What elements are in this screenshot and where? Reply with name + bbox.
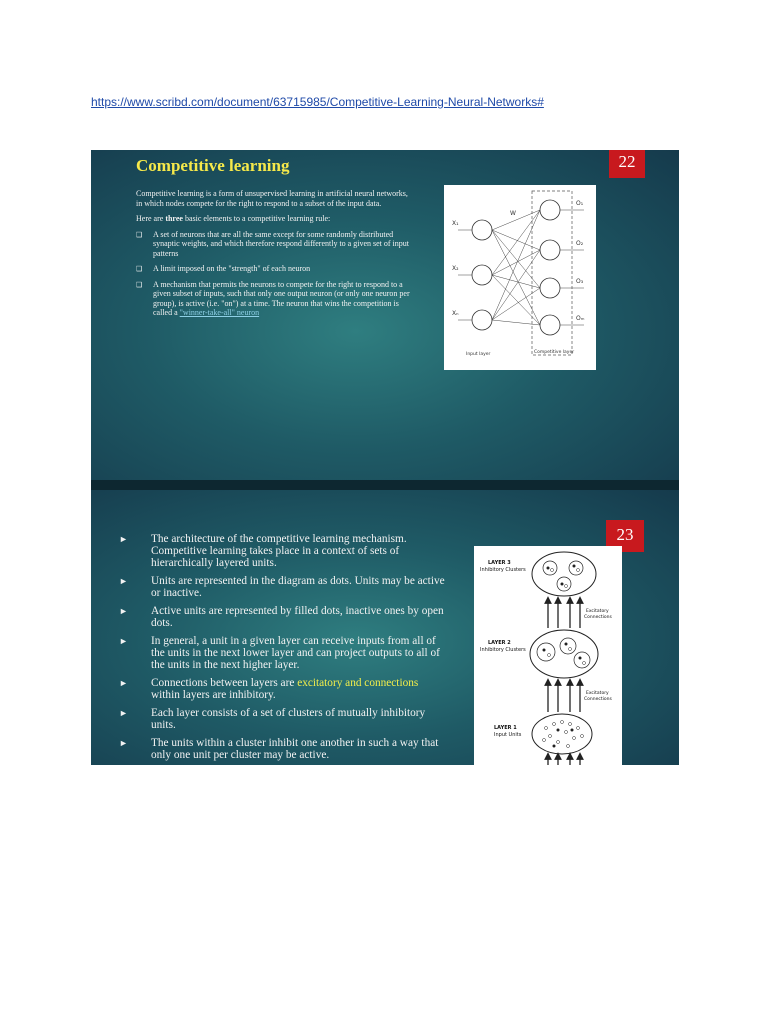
checkbox-bullet-icon: ❑ <box>136 230 143 239</box>
intro-paragraph: Competitive learning is a form of unsupervised learning in artificial neural networks, in which nodes compete for the right to respond to a subset of the input data. <box>136 189 408 208</box>
list-item-text: The architecture of the competitive learning mechanism. Competitive learning takes place in a context of sets of hierarchically layered units. <box>151 533 407 569</box>
slide-number-22: 22 <box>609 150 645 178</box>
output-neuron-2 <box>540 240 560 260</box>
input-label: Xₙ <box>452 310 459 317</box>
list-item <box>136 280 416 318</box>
winner-take-all-link[interactable]: "winner-take-all" neuron <box>179 308 260 317</box>
layered-clusters-figure <box>474 546 622 765</box>
arrow-bullet-icon: ► <box>119 534 128 544</box>
input-neuron-1 <box>472 220 492 240</box>
layer3-title: LAYER 3 <box>488 560 511 566</box>
highlighted-text: excitatory and connections <box>297 677 419 689</box>
arrow-bullet-icon: ► <box>119 708 128 718</box>
weight-label: W <box>510 210 516 217</box>
list-item-text-after: within layers are inhibitory. <box>151 689 276 701</box>
cluster <box>569 561 583 575</box>
list-item-text: Connections between layers are <box>151 677 298 689</box>
clusters-diagram-svg <box>474 546 622 765</box>
checkbox-bullet-icon: ❑ <box>136 280 143 289</box>
layer1-title: LAYER 1 <box>494 725 517 731</box>
elements-prefix: Here are <box>136 214 166 223</box>
layer1-subtitle: Input Units <box>494 732 522 738</box>
slide-number-23: 23 <box>606 520 644 552</box>
output-label: O₃ <box>576 278 584 285</box>
document-url-link[interactable]: https://www.scribd.com/document/63715985/Competitive-Learning-Neural-Networks# <box>91 95 544 109</box>
input-neuron-2 <box>472 265 492 285</box>
output-neuron-m <box>540 315 560 335</box>
excitatory-label: Excitatory <box>586 691 609 696</box>
cluster <box>560 638 576 654</box>
list-item <box>136 264 416 274</box>
checkbox-bullet-icon: ❑ <box>136 265 143 273</box>
cluster <box>574 652 590 668</box>
list-item <box>119 737 449 761</box>
layer1-ellipse <box>532 714 592 754</box>
list-item-text: In general, a unit in a given layer can receive inputs from all of the units in the next lower layer and can project outputs to all of the units in the next higher layer. <box>151 635 440 671</box>
input-layer-label: Input layer <box>466 352 491 357</box>
output-label: Oₘ <box>576 315 585 322</box>
layer3-subtitle: Inhibitory Clusters <box>480 567 526 573</box>
list-item-text: A mechanism that permits the neurons to compete for the right to respond to a given subset of inputs, such that only one output neuron (or only one neuron per group), is active (i.e. "on") at a time. The neuron that wins the competition is called a <box>153 279 410 317</box>
list-item <box>119 533 449 569</box>
list-item-text: A set of neurons that are all the same except for some randomly distributed synaptic weights, and which therefore respond differently to a given set of input patterns <box>153 229 410 258</box>
cluster <box>537 643 555 661</box>
list-item-text: Each layer consists of a set of clusters of mutually inhibitory units. <box>151 707 426 731</box>
connections-label: Connections <box>584 615 612 620</box>
elements-suffix: basic elements to a competitive learning rule: <box>182 214 331 223</box>
list-item-text: A limit imposed on the "strength" of each neuron <box>153 264 311 273</box>
input-neuron-n <box>472 310 492 330</box>
slide-23 <box>91 490 679 765</box>
output-label: O₁ <box>576 200 584 207</box>
input-label: X₁ <box>452 220 459 227</box>
slide-body <box>136 189 416 324</box>
connections-label: Connections <box>584 697 612 702</box>
arrow-bullet-icon: ► <box>119 576 128 586</box>
elements-bold: three <box>165 214 183 223</box>
output-neuron-1 <box>540 200 560 220</box>
slide-divider <box>91 480 679 490</box>
arrow-bullet-icon: ► <box>119 636 128 646</box>
elements-list <box>136 230 416 318</box>
layer2-subtitle: Inhibitory Clusters <box>480 647 526 653</box>
output-layer-label: Competitive layer <box>534 350 575 355</box>
output-label: O₂ <box>576 240 584 247</box>
list-item <box>119 635 449 671</box>
input-label: X₂ <box>452 265 459 272</box>
arrow-bullet-icon: ► <box>119 678 128 688</box>
elements-paragraph <box>136 214 416 224</box>
output-neuron-3 <box>540 278 560 298</box>
layer2-title: LAYER 2 <box>488 640 511 646</box>
arrow-bullet-icon: ► <box>119 738 128 748</box>
network-diagram-svg <box>444 185 596 370</box>
list-item-text: Active units are represented by filled dots, inactive ones by open dots. <box>151 605 444 629</box>
list-item <box>119 575 449 599</box>
list-item <box>136 230 416 259</box>
neural-network-figure <box>444 185 596 370</box>
cluster <box>557 577 571 591</box>
excitatory-label: Excitatory <box>586 609 609 614</box>
list-item-text: Units are represented in the diagram as dots. Units may be active or inactive. <box>151 575 445 599</box>
slide-title: Competitive learning <box>136 156 290 175</box>
list-item-text: The units within a cluster inhibit one another in such a way that only one unit per cluster may be active. <box>151 737 439 761</box>
list-item <box>119 677 449 701</box>
slide-22 <box>91 150 679 480</box>
arrow-bullet-icon: ► <box>119 606 128 616</box>
cluster <box>543 561 557 575</box>
architecture-bullet-list <box>119 533 449 765</box>
list-item <box>119 707 449 731</box>
list-item <box>119 605 449 629</box>
